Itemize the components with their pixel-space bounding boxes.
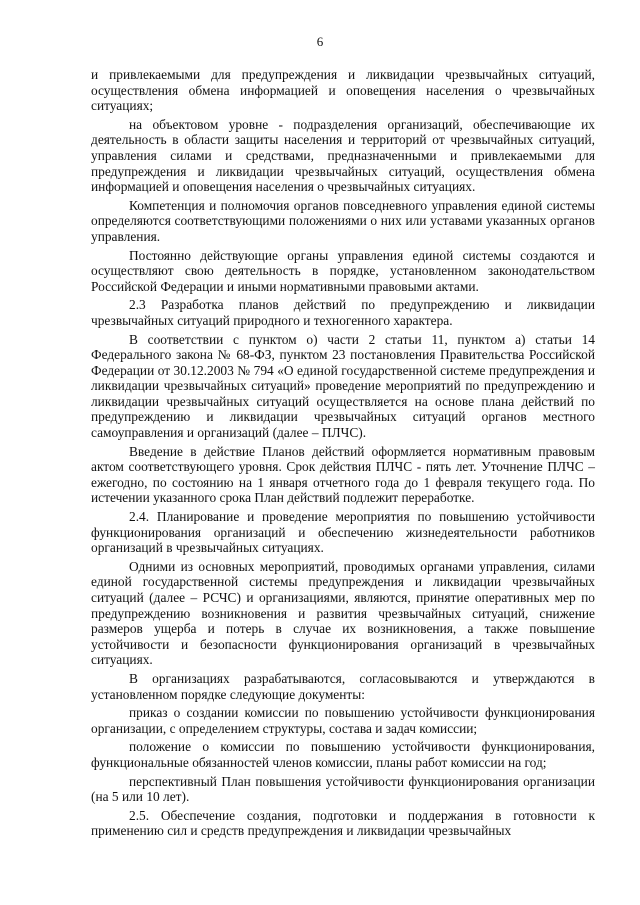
paragraph: Введение в действие Планов действий оформляется нормативным правовым актом соответствующего уровня. Срок действия ПЛЧС - пять лет. Уточнение ПЛЧС – ежегодно, по состоянию на 1 января отчетного года до 1 февраля текущего года. По истечении указанного срока План действий подлежит переработке.: [91, 443, 595, 506]
page-number: 6: [316, 34, 324, 49]
document-body: [91, 67, 595, 842]
paragraph: 2.5. Обеспечение создания, подготовки и поддержания в готовности к применению сил и средств предупреждения и ликвидации чрезвычайных: [91, 807, 595, 839]
paragraph: и привлекаемыми для предупреждения и ликвидации чрезвычайных ситуаций, осуществления обмена информацией и оповещения населения о чрезвычайных ситуациях;: [91, 67, 595, 114]
paragraph: приказ о создании комиссии по повышению устойчивости функционирования организации, с определением структуры, состава и задач комиссии;: [91, 705, 595, 736]
paragraph: на объектовом уровне - подразделения организаций, обеспечивающие их деятельность в области защиты населения и территорий от чрезвычайных ситуаций, управления силами и средствами, предназначенными и привлекаемыми для предупреждения и ликвидации чрезвычайных ситуаций, осуществления обмена информацией и оповещения населения о чрезвычайных ситуациях.: [91, 116, 595, 195]
paragraph: В соответствии с пунктом о) части 2 статьи 11, пунктом а) статьи 14 Федерального закона № 68-ФЗ, пунктом 23 постановления Правительства Российской Федерации от 30.12.2003 № 794 «О единой государственной системе предупреждения и ликвидации чрезвычайных ситуаций» проведение мероприятий по предупреждению и ликвидации чрезвычайных ситуаций осуществляется на основе плана действий по предупреждению и ликвидации чрезвычайных ситуаций органов местного самоуправления и организаций (далее – ПЛЧС).: [91, 331, 595, 441]
paragraph: Постоянно действующие органы управления единой системы создаются и осуществляют свою деятельность в порядке, установленном законодательством Российской Федерации и иными нормативными правовыми актами.: [91, 247, 595, 294]
paragraph: В организациях разрабатываются, согласовываются и утверждаются в установленном порядке следующие документы:: [91, 670, 595, 702]
paragraph: положение о комиссии по повышению устойчивости функционирования, функциональные обязанностей членов комиссии, планы работ комиссии на год;: [91, 739, 595, 770]
paragraph: 2.3 Разработка планов действий по предупреждению и ликвидации чрезвычайных ситуаций природного и техногенного характера.: [91, 297, 595, 328]
paragraph: 2.4. Планирование и проведение мероприятия по повышению устойчивости функционирования организаций и обеспечению жизнедеятельности работников организаций в чрезвычайных ситуациях.: [91, 509, 595, 556]
paragraph: Компетенция и полномочия органов повседневного управления единой системы определяются соответствующими положениями о них или уставами указанных органов управления.: [91, 197, 595, 244]
paragraph: перспективный План повышения устойчивости функционирования организации (на 5 или 10 лет).: [91, 773, 595, 805]
paragraph: Одними из основных мероприятий, проводимых органами управления, силами единой государственной системы предупреждения и ликвидации чрезвычайных ситуаций (далее – РСЧС) и организациями, являются, принятие оперативных мер по предупреждению возникновения и развития чрезвычайных ситуаций, снижение размеров ущерба и потерь в случае их возникновения, а также повышение устойчивости и безопасности функционирования организаций в чрезвычайных ситуациях.: [91, 558, 595, 668]
